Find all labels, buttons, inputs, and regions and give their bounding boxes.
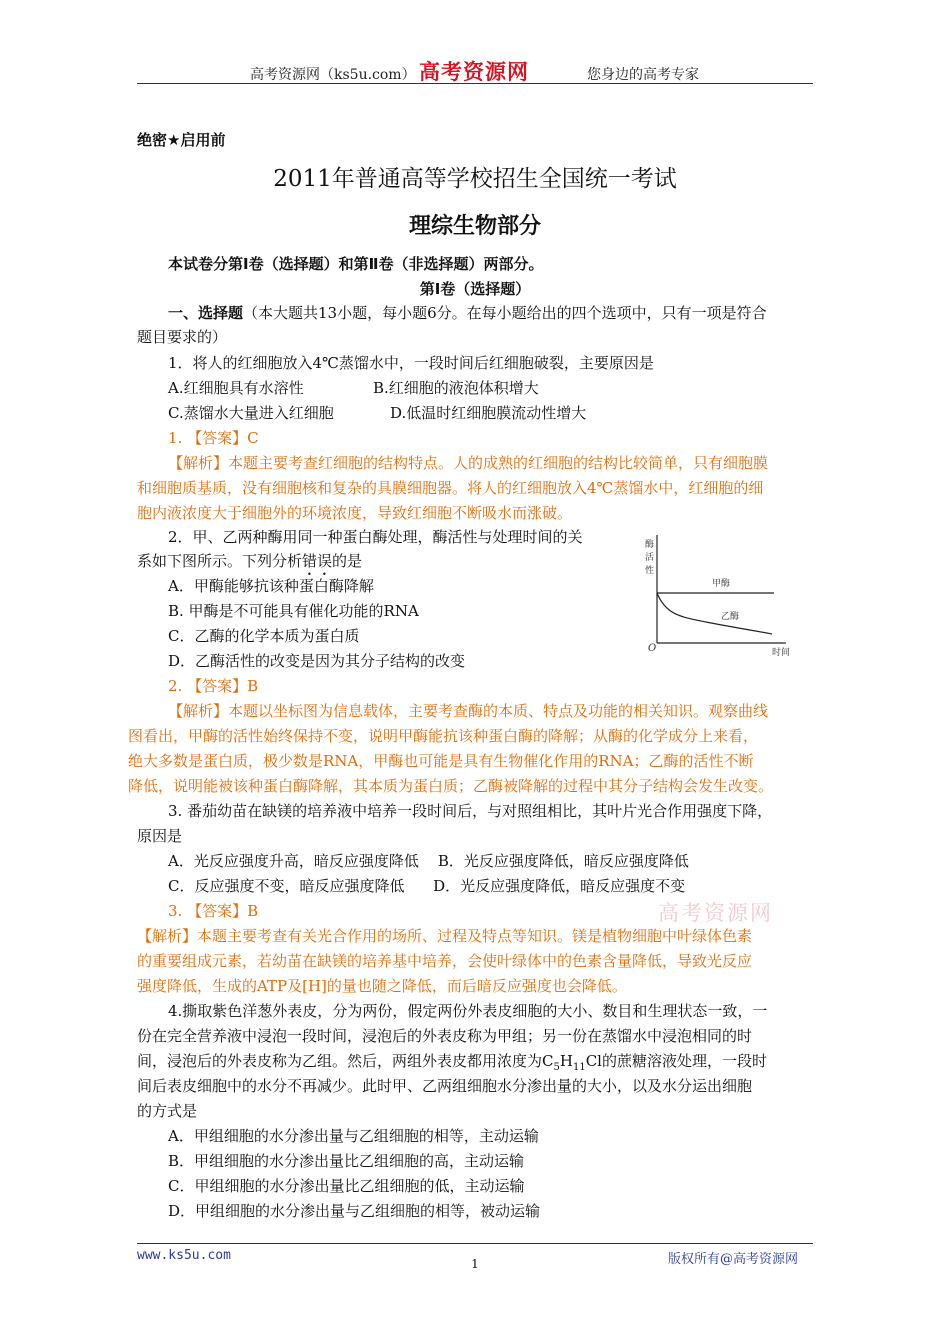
graph-series-a-label: 甲酶: [712, 579, 731, 589]
q1-option-d: D.低温时红细胞膜流动性增大: [390, 404, 587, 422]
q2-analysis-1: 【解析】本题以坐标图为信息载体，主要考查酶的本质、特点及功能的相关知识。观察曲线: [168, 702, 769, 720]
q3-options-cd: C．反应强度不变，暗反应强度降低 D．光反应强度降低，暗反应强度不变: [168, 877, 686, 895]
q3-options-ab: A．光反应强度升高，暗反应强度降低 B．光反应强度降低，暗反应强度降低: [168, 852, 689, 870]
graph-xlabel: 时间: [772, 648, 791, 658]
exam-subtitle: 理综生物部分: [408, 214, 541, 239]
q4-stem-4: 间后表皮细胞中的水分不再减少。此时甲、乙两组细胞水分渗出量的大小，以及水分运出细胞: [137, 1077, 753, 1095]
q4-stem-3b: H: [559, 1052, 573, 1070]
q1-option-a: A.红细胞具有水溶性: [168, 379, 304, 397]
q2-stem-2c: 的是: [332, 552, 363, 570]
q3-analysis-2: 的重要组成元素，若幼苗在缺镁的培养基中培养，会使叶绿体中的色素含量降低，导致光反应: [137, 952, 753, 970]
q3-analysis-3: 强度降低，生成的ATP及[H]的量也随之降低，而后暗反应强度也会降低。: [137, 977, 627, 995]
q4-sub-1: 5: [553, 1062, 560, 1073]
graph-series-b-label: 乙酶: [721, 612, 740, 622]
secret-label: 绝密★启用前: [137, 131, 226, 149]
q1-analysis-2: 和细胞质基质，没有细胞核和复杂的具膜细胞器。将人的红细胞放入4℃蒸馏水中，红细胞的细: [137, 479, 764, 497]
q3-analysis-1: 【解析】本题主要考查有关光合作用的场所、过程及特点等知识。镁是植物细胞中叶绿体色素: [137, 927, 753, 945]
exam-title: 2011年普通高等学校招生全国统一考试: [273, 166, 677, 192]
q2-analysis-3: 绝大多数是蛋白质，极少数是RNA，甲酶也可能是具有生物催化作用的RNA；乙酶的活性不断: [128, 752, 754, 770]
q4-stem-2: 份在完全营养液中浸泡一段时间，浸泡后的外表皮称为甲组；另一份在蒸馏水中浸泡相同的时: [137, 1027, 753, 1045]
part1-title: 第Ⅰ卷（选择题）: [419, 280, 531, 298]
q4-option-a: A．甲组细胞的水分渗出量与乙组细胞的相等，主动运输: [168, 1127, 539, 1145]
graph-origin: O: [648, 643, 657, 654]
q2-option-a: A．甲酶能够抗该种蛋白酶降解: [168, 577, 374, 595]
q2-stem-1: 2．甲、乙两种酶用同一种蛋白酶处理，酶活性与处理时间的关: [168, 528, 583, 546]
q1-answer: 1. 【答案】C: [168, 429, 259, 447]
q2-enzyme-graph: [636, 527, 806, 662]
header-site-name: 高考资源网（ks5u.com）: [250, 67, 416, 83]
q3-stem-2: 原因是: [137, 827, 183, 845]
q2-option-c: C．乙酶的化学本质为蛋白质: [168, 627, 360, 645]
section-note: （本大题共13小题，每小题6分。在每小题给出的四个选项中，只有一项是符合: [243, 304, 767, 322]
q4-stem-1: 4.撕取紫色洋葱外表皮，分为两份，假定两份外表皮细胞的大小、数目和生理状态一致，一: [168, 1002, 768, 1020]
header-logo: 高考资源网: [419, 60, 529, 84]
q4-stem-3a: 间，浸泡后的外表皮称为乙组。然后，两组外表皮都用浓度为C: [137, 1052, 554, 1070]
header-divider: [137, 83, 813, 84]
section-heading-line: [168, 302, 767, 323]
q4-option-d: D．甲组细胞的水分渗出量与乙组细胞的相等，被动运输: [168, 1202, 541, 1220]
q4-option-b: B．甲组细胞的水分渗出量比乙组细胞的高，主动运输: [168, 1152, 525, 1170]
q2-option-d: D．乙酶活性的改变是因为其分子结构的改变: [168, 652, 466, 670]
watermark: 高考资源网: [658, 901, 773, 925]
q1-analysis-3: 胞内液浓度大于细胞外的环境浓度，导致红细胞不断吸水而涨破。: [137, 504, 573, 522]
q4-stem-3: [137, 1050, 767, 1073]
q4-stem-3c: Cl的蔗糖溶液处理，一段时: [585, 1052, 767, 1070]
q2-analysis-2: 图看出，甲酶的活性始终保持不变，说明甲酶能抗该种蛋白酶的降解；从酶的化学成分上来看，: [128, 727, 759, 745]
header-slogan: 您身边的高考专家: [587, 67, 699, 83]
q4-sub-2: 11: [572, 1062, 586, 1073]
q2-stem-2a: 系如下图所示。下列分析: [137, 552, 303, 570]
graph-ylabel-1: 酶: [645, 540, 655, 550]
q1-option-b: B.红细胞的液泡体积增大: [373, 379, 539, 397]
graph-ylabel-3: 性: [645, 566, 655, 576]
q2-analysis-4: 降低，说明能被该种蛋白酶降解，其本质为蛋白质；乙酶被降解的过程中其分子结构会发生改变。: [128, 777, 774, 795]
page-number: 1: [471, 1257, 479, 1271]
q2-option-b: B. 甲酶是不可能具有催化功能的RNA: [168, 602, 419, 620]
q2-answer: 2. 【答案】B: [168, 677, 259, 695]
q3-answer: 3. 【答案】B: [168, 902, 259, 920]
graph-ylabel-2: 活: [645, 553, 655, 563]
footer-link[interactable]: www.ks5u.com: [137, 1248, 231, 1263]
q2-stem-emphasis: 错误: [302, 552, 333, 570]
intro-text: 本试卷分第Ⅰ卷（选择题）和第Ⅱ卷（非选择题）两部分。: [168, 255, 544, 273]
graph-series-b-line: [657, 593, 772, 634]
q1-stem: 1．将人的红细胞放入4℃蒸馏水中，一段时间后红细胞破裂，主要原因是: [168, 354, 654, 372]
section-note-cont: 题目要求的）: [137, 328, 228, 346]
q3-stem-1: 3. 番茄幼苗在缺镁的培养液中培养一段时间后，与对照组相比，其叶片光合作用强度下降，: [168, 802, 773, 820]
q4-option-c: C．甲组细胞的水分渗出量比乙组细胞的低，主动运输: [168, 1177, 525, 1195]
q1-option-c: C.蒸馏水大量进入红细胞: [168, 404, 334, 422]
q1-analysis-1: 【解析】本题主要考查红细胞的结构特点。人的成熟的红细胞的结构比较简单，只有细胞膜: [168, 454, 769, 472]
footer-copyright: 版权所有@高考资源网: [668, 1252, 799, 1267]
section-heading: 一、选择题: [168, 304, 244, 322]
footer-divider: [137, 1243, 813, 1244]
q4-stem-5: 的方式是: [137, 1102, 198, 1120]
